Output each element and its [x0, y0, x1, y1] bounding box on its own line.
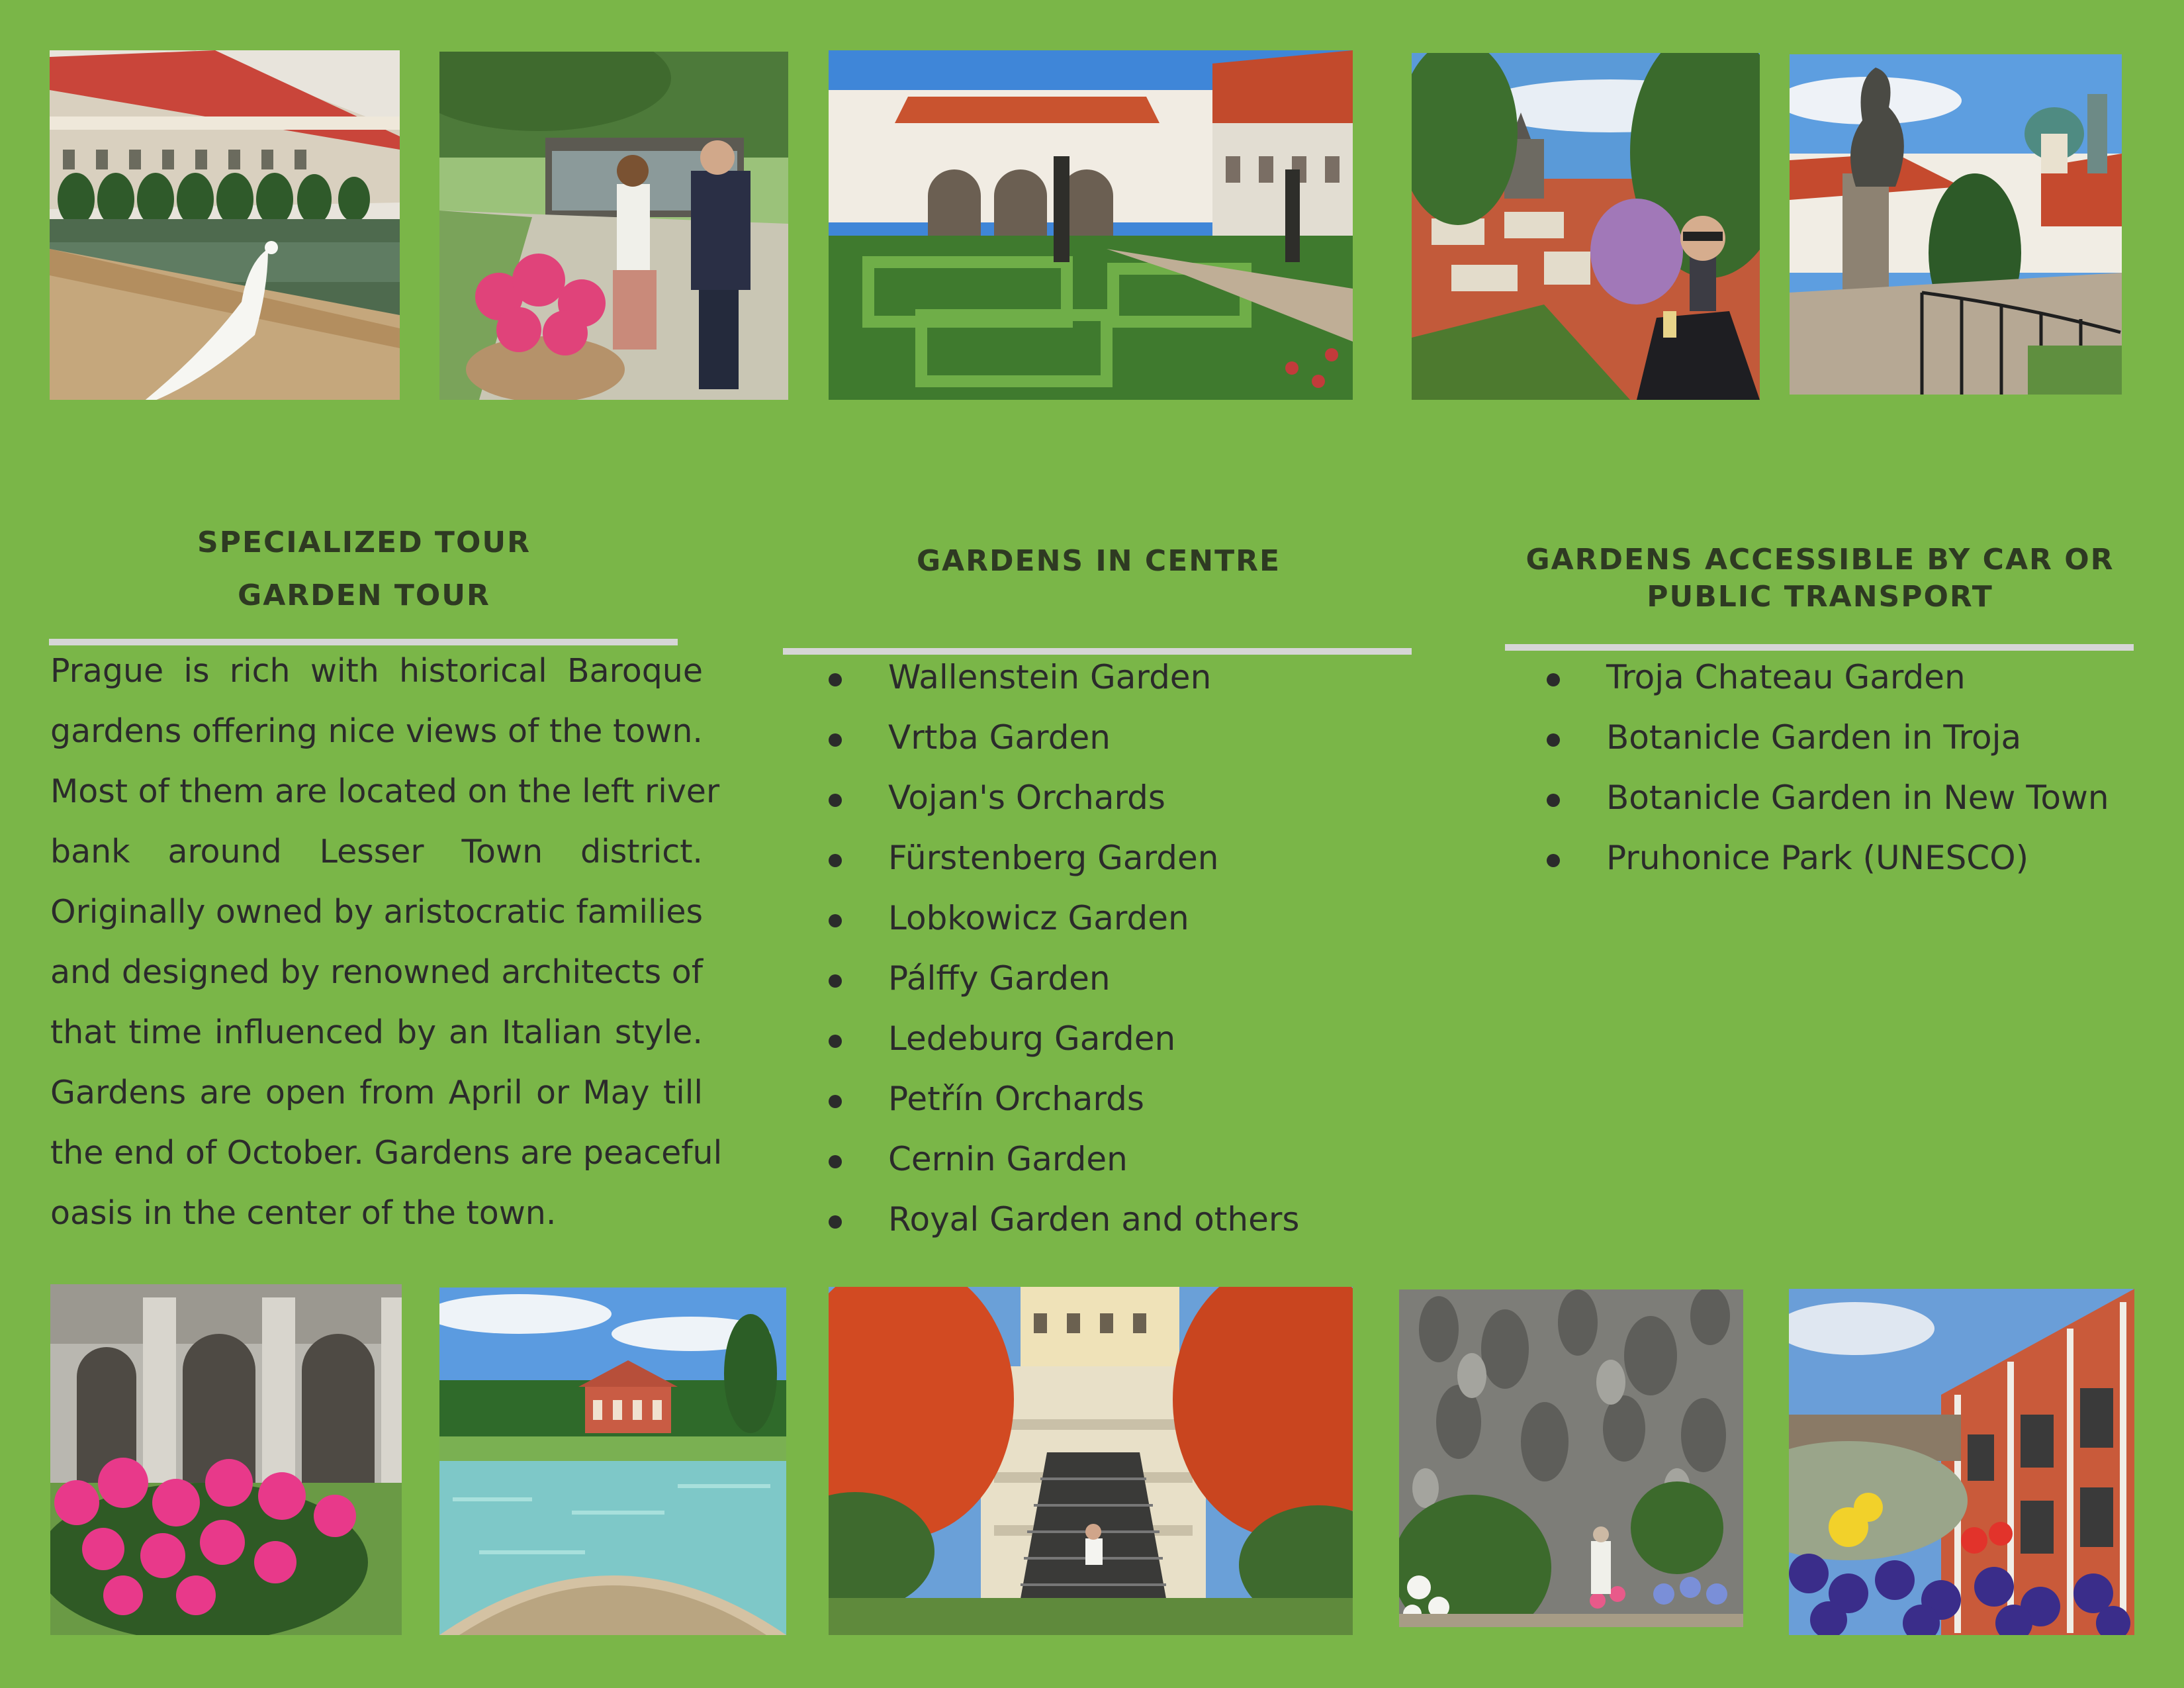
list-item: Pruhonice Park (UNESCO) [1547, 828, 2109, 888]
photo-statue-terrace [1790, 54, 2122, 395]
list-item: Pálffy Garden [829, 949, 1299, 1009]
photo-woman-castle-view [1412, 53, 1760, 400]
photo-terraced-garden [829, 1287, 1353, 1635]
intro-line: bank around Lesser Town district. [50, 833, 703, 870]
outside-title-line1: GARDENS ACCESSIBLE BY CAR OR [1525, 543, 2115, 577]
photo-baroque-parterre [829, 50, 1353, 400]
intro-title-line1: SPECIALIZED TOUR [197, 526, 531, 559]
intro-line: that time influenced by an Italian style. [50, 1013, 703, 1051]
centre-title: GARDENS IN CENTRE [916, 544, 1281, 578]
photo-pool-pavilion [439, 1288, 786, 1635]
outside-title-line2: PUBLIC TRANSPORT [1647, 580, 1993, 614]
intro-line: Originally owned by aristocratic families [50, 893, 704, 931]
list-item: Troja Chateau Garden [1547, 647, 2109, 708]
list-item: Vrtba Garden [829, 708, 1299, 768]
list-item: Ledeburg Garden [829, 1009, 1299, 1069]
intro-line: Most of them are located on the left river [50, 773, 720, 810]
list-item: Botanicle Garden in New Town [1547, 768, 2109, 828]
intro-paragraph [50, 641, 723, 1243]
outside-garden-list [1547, 647, 2109, 888]
intro-line: and designed by renowned architects of [50, 953, 703, 991]
photo-dripstone-wall [1399, 1289, 1743, 1627]
photo-couple-hydrangea [439, 52, 788, 400]
intro-line: Gardens are open from April or May till [50, 1074, 703, 1111]
intro-line: oasis in the center of the town. [50, 1194, 557, 1232]
list-item: Vojan's Orchards [829, 768, 1299, 828]
intro-line: gardens offering nice views of the town. [50, 712, 703, 750]
photo-arcade-azaleas [50, 1284, 402, 1635]
list-item: Lobkowicz Garden [829, 888, 1299, 949]
outside-title [1502, 541, 2138, 616]
list-item: Fürstenberg Garden [829, 828, 1299, 888]
list-item: Botanicle Garden in Troja [1547, 708, 2109, 768]
intro-line: the end of October. Gardens are peaceful [50, 1134, 723, 1172]
photo-peacock [50, 50, 400, 400]
intro-title [53, 523, 675, 616]
list-item: Cernin Garden [829, 1129, 1299, 1190]
centre-garden-list [829, 647, 1299, 1250]
intro-line: Prague is rich with historical Baroque [50, 652, 703, 690]
list-item: Petřín Orchards [829, 1069, 1299, 1129]
photo-troja-chateau [1789, 1289, 2134, 1635]
intro-title-line2: GARDEN TOUR [238, 579, 490, 612]
list-item: Wallenstein Garden [829, 647, 1299, 708]
list-item: Royal Garden and others [829, 1190, 1299, 1250]
